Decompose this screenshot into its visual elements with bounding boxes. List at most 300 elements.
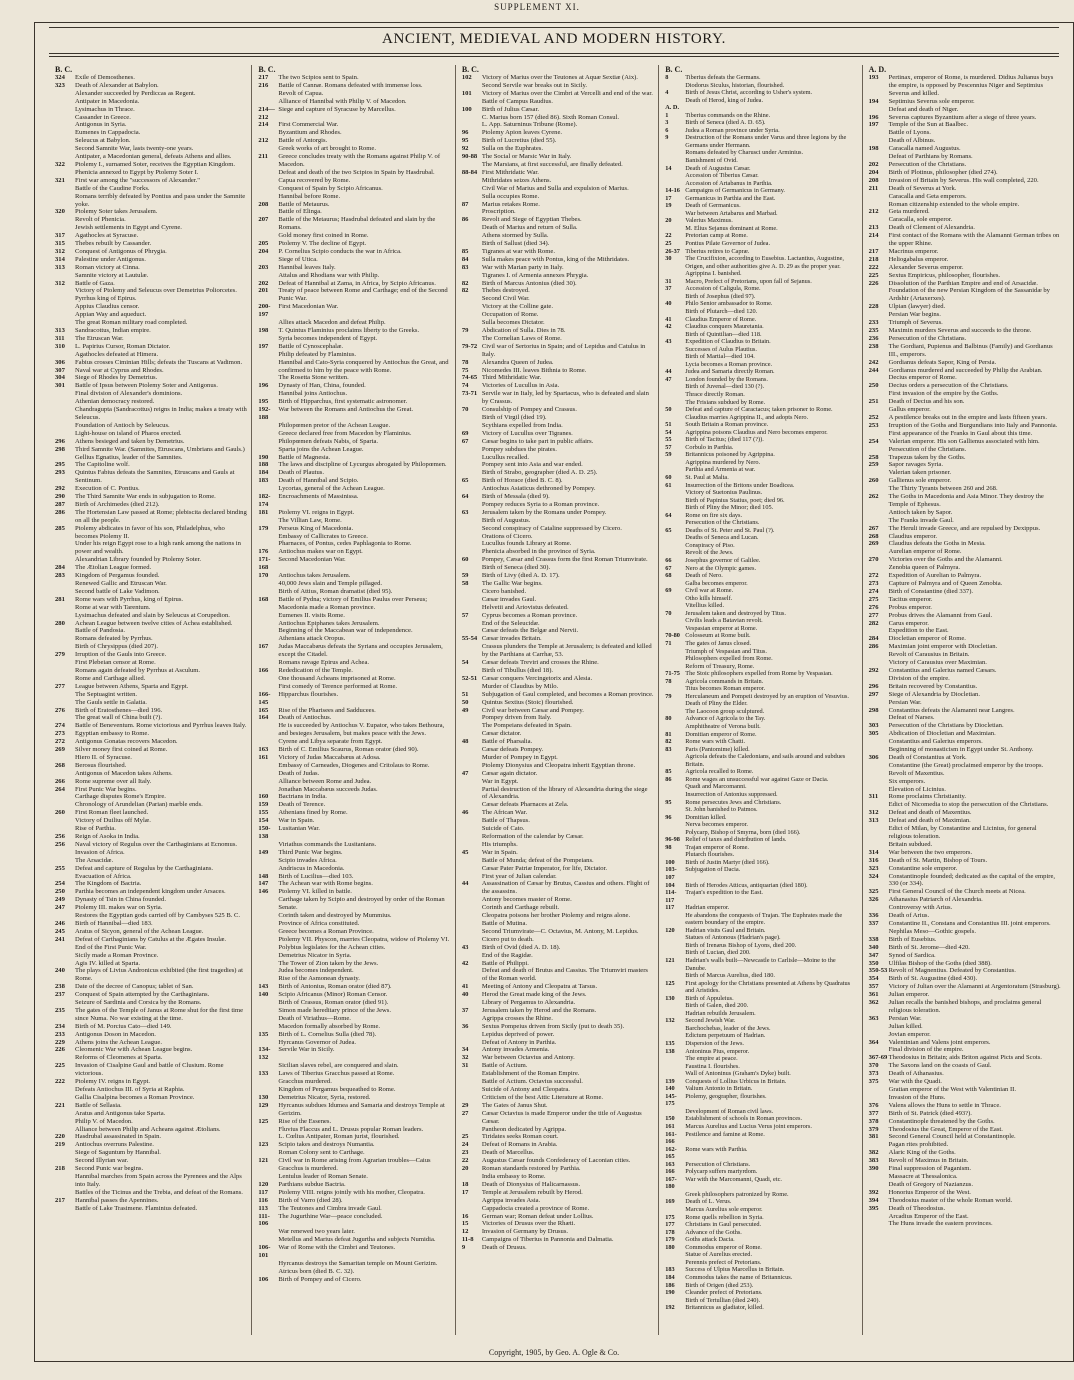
entry-text: Pompey, Cæsar and Crassus form the first Roman Triumvirate.: [481, 556, 648, 564]
entry-text: Egyptian embassy to Rome.: [75, 730, 149, 738]
entry-text: First contact of the Romans with the Alamanni German tribes on the upper Rhine.: [888, 232, 1060, 248]
entry-text: Appian Way and aqueduct.: [75, 311, 147, 319]
entry-year: [869, 509, 889, 517]
entry-text: Final division of the empire.: [888, 1046, 964, 1054]
history-entry: [665, 293, 857, 301]
history-entry: [462, 240, 654, 248]
history-entry: [665, 149, 857, 157]
entry-year: 138: [665, 1047, 675, 1055]
entry-year: 23: [461, 1149, 469, 1157]
entry-year: 167-180: [665, 1175, 677, 1191]
history-entry: [869, 1102, 1061, 1110]
entry-year: [665, 293, 685, 301]
entry-year: 161-166: [665, 1130, 677, 1146]
history-entry: [258, 1276, 450, 1284]
entry-text: Servile War in Sicily.: [278, 1046, 335, 1054]
history-entry: [869, 928, 1061, 936]
entry-year: 114-117: [665, 889, 677, 904]
history-entry: [55, 374, 247, 382]
entry-year: 183: [258, 477, 269, 485]
history-entry: [55, 169, 247, 177]
history-entry: [55, 272, 247, 280]
history-entry: [665, 1214, 857, 1222]
history-entry: [55, 106, 247, 114]
history-entry: [665, 957, 857, 972]
history-entry: [462, 1181, 654, 1189]
history-entry: [258, 1205, 450, 1213]
entry-text: Hadrian's walls built—Newcastle to Carlisle—Moine to the Danube.: [685, 956, 836, 972]
entry-text: Birth of Marcus Antonius (died 30).: [481, 279, 577, 287]
entry-text: Agrippa invades Asia.: [481, 1196, 541, 1204]
history-entry: [462, 556, 654, 564]
entry-year: [258, 438, 278, 446]
entry-text: The Stoic philosophers expelled from Rome by Vespasian.: [685, 670, 833, 678]
entry-text: First comedy of Terence performed at Rome.: [278, 682, 398, 690]
history-table: [34, 22, 1074, 1362]
entry-text: Birth of Constantine (died 337).: [888, 587, 974, 595]
entry-text: War with Marian party in Italy.: [481, 263, 564, 271]
entry-year: 218: [868, 255, 879, 263]
history-entry: [869, 1086, 1061, 1094]
entry-text: Athens stormed by Sulla.: [481, 232, 549, 240]
entry-year: [665, 1002, 685, 1010]
history-entry: [869, 382, 1061, 390]
entry-text: Conquests of Lollius Urbicus in Britain.: [685, 1077, 787, 1085]
entry-text: Birth of Antonius, Roman orator (died 87).: [278, 983, 392, 991]
entry-year: 18: [461, 1180, 469, 1188]
history-entry: [869, 248, 1061, 256]
history-entry: [462, 627, 654, 635]
entry-year: [258, 533, 278, 541]
entry-text: Theodosius master of the whole Roman world.: [888, 1196, 1013, 1204]
entry-year: 290: [55, 493, 65, 501]
entry-year: 204: [868, 168, 879, 176]
entry-text: Plutarch flourishes.: [685, 851, 735, 859]
entry-year: [258, 936, 278, 944]
entry-year: 135: [665, 1040, 675, 1047]
entry-year: 85: [461, 247, 469, 255]
entry-text: Aratus of Sicyon, general of the Achean League.: [75, 927, 204, 935]
entry-year: [665, 602, 685, 610]
history-entry: [55, 1189, 247, 1197]
entry-text: Roman victory at Cinna.: [75, 263, 140, 271]
entry-text: Birth of Pompey and of Cicero.: [278, 1275, 362, 1283]
entry-text: Allies attack Macedon and defeat Philip.: [278, 319, 386, 327]
entry-text: Victory at the Colline gate.: [481, 303, 554, 311]
entry-text: Eumenes in Cappadocia.: [75, 129, 141, 137]
entry-text: Nephilas Meso—Gothic gospels.: [888, 927, 976, 935]
history-entry: [55, 398, 247, 406]
entry-text: Greek philosophers patronized by Rome.: [685, 1190, 789, 1198]
history-entry: [665, 180, 857, 188]
history-entry: [462, 303, 654, 311]
entry-year: [462, 754, 482, 762]
entry-year: 357: [868, 983, 879, 991]
entry-text: Phenicia annexed to Egypt by Ptolemy Soter I.: [75, 168, 199, 176]
history-entry: [665, 715, 857, 723]
entry-year: [462, 596, 482, 604]
entry-year: 202: [258, 279, 269, 287]
entry-year: 204: [258, 247, 269, 255]
history-entry: [462, 446, 654, 454]
entry-year: 202: [868, 160, 879, 168]
history-entry: [462, 1165, 654, 1173]
entry-year: 254: [868, 437, 879, 445]
entry-year: [462, 1078, 482, 1086]
entry-year: 149: [258, 848, 269, 856]
entry-year: 275: [868, 595, 879, 603]
entry-text: Death of Germanicus.: [685, 202, 741, 210]
entry-text: Expedition of Aurelian to Palmyra.: [888, 572, 982, 580]
history-entry: [665, 248, 857, 256]
entry-text: Tigranes I. of Armenia annexes Phrygia.: [481, 271, 589, 279]
entry-year: 306: [868, 753, 879, 761]
history-entry: [869, 707, 1061, 715]
entry-text: Battle of Cannæ. Romans defeated with immense loss.: [278, 81, 423, 89]
history-entry: [869, 367, 1061, 375]
entry-text: Battle of Mutina.: [481, 919, 528, 927]
history-entry: [55, 627, 247, 635]
history-entry: [665, 829, 857, 837]
entry-text: Consulship of Pompey and Crassus.: [481, 406, 577, 414]
entry-text: Sandracottus, Indian empire.: [75, 327, 151, 334]
history-entry: [55, 793, 247, 801]
history-entry: [869, 975, 1061, 983]
entry-text: Siege of Alexandria by Diocletian.: [888, 690, 980, 698]
entry-text: Metellus and Marius defeat Jugurtha and subjects Numidia.: [278, 1236, 436, 1244]
entry-text: Beginning of the Maccabean war of independence.: [278, 627, 413, 635]
entry-year: [462, 936, 482, 944]
entry-text: Death of Decius and his son.: [888, 398, 965, 406]
entry-year: 306: [55, 358, 65, 366]
entry-year: [462, 454, 482, 462]
history-entry: [55, 596, 247, 604]
entry-year: 120: [258, 1180, 269, 1188]
history-entry: [665, 851, 857, 859]
history-entry: [869, 675, 1061, 683]
entry-year: [258, 1133, 278, 1141]
entry-year: 58: [461, 580, 469, 587]
history-entry: [55, 699, 247, 707]
entry-year: 273: [55, 730, 65, 738]
history-entry: [258, 675, 450, 683]
entry-text: Library of Pergamus to Alexandria.: [481, 999, 576, 1007]
history-entry: [258, 999, 450, 1007]
entry-text: Silver money first coined at Rome.: [75, 746, 168, 754]
entry-year: [55, 272, 75, 280]
entry-year: 121: [258, 1157, 269, 1165]
history-entry: [665, 587, 857, 595]
entry-year: [258, 390, 278, 398]
entry-text: London founded by the Romans.: [685, 375, 768, 383]
entry-year: 79: [665, 692, 672, 700]
entry-year: 313: [55, 327, 65, 334]
entry-text: Theodosius the Great, Emperor of the East.: [888, 1125, 1003, 1133]
entry-year: 57: [461, 611, 469, 619]
history-entry: [869, 738, 1061, 746]
entry-text: Defeat of Carthaginians by Catulus at the Ægates Insulæ.: [75, 935, 227, 943]
entry-text: Siege and capture of Syracuse by Marcellus.: [278, 105, 396, 113]
entry-text: Birth of Martial—died 104.: [685, 353, 755, 361]
entry-year: [55, 588, 75, 596]
history-entry: [55, 129, 247, 137]
history-entry: [869, 967, 1061, 975]
history-entry: [462, 809, 654, 817]
entry-year: [869, 446, 889, 454]
entry-text: Romans again defeated by Pyrrhus at Asculum.: [75, 666, 201, 674]
entry-text: Birth of St. Augustine (died 430).: [888, 975, 978, 983]
entry-text: Murder of Pompey in Egypt.: [481, 753, 558, 761]
history-entry: [462, 1220, 654, 1228]
history-entry: [55, 604, 247, 612]
history-entry: [665, 240, 857, 248]
entry-text: Embassy of Callicrates to Greece.: [278, 532, 368, 540]
entry-text: Cæsar Octavius is made Emperor under the title of Augustus Cæsar.: [481, 1109, 642, 1125]
history-entry: [869, 201, 1061, 209]
entry-text: Battle of Actium. Octavius successful.: [481, 1078, 583, 1086]
entry-text: Naval victory of Regulus over the Carthaginians at Ecnomus.: [75, 840, 238, 848]
entry-year: 238: [55, 983, 65, 991]
entry-year: [55, 129, 75, 137]
entry-year: [665, 414, 685, 422]
history-entry: [258, 145, 450, 153]
entry-text: Sulla on the Euphrates.: [481, 145, 543, 153]
history-entry: [869, 841, 1061, 849]
entry-text: Gold money first coined in Rome.: [278, 232, 369, 240]
entry-text: Mithridates seizes Athens.: [481, 176, 552, 184]
entry-year: [258, 1149, 278, 1157]
entry-text: Pestilence and famine at Rome.: [685, 1130, 765, 1138]
entry-year: [258, 430, 278, 438]
history-entry: [258, 248, 450, 256]
history-entry: [869, 651, 1061, 659]
entry-year: [665, 383, 685, 391]
history-entry: [462, 849, 654, 857]
history-entry: [869, 944, 1061, 952]
entry-year: [258, 1260, 278, 1268]
entry-year: [665, 821, 685, 829]
entry-year: 140: [665, 1085, 675, 1093]
entry-text: Pompey reduces Syria to a Roman province.: [481, 500, 600, 508]
entry-text: Naval war at Cyprus and Rhodes.: [75, 366, 164, 374]
entry-year: 40: [461, 991, 469, 999]
entry-year: 303: [868, 722, 879, 730]
history-entry: [869, 208, 1061, 216]
entry-year: 180: [665, 1243, 675, 1251]
entry-year: [869, 770, 889, 778]
history-entry: [665, 489, 857, 497]
entry-text: Controversy with Arius.: [888, 904, 953, 912]
entry-text: C. Marius born 157 (died 86). Sixth Roman Consul.: [481, 113, 619, 121]
entry-text: Athens joins the Achean League.: [75, 1038, 162, 1046]
entry-year: 312: [55, 279, 65, 287]
history-entry: [55, 651, 247, 659]
entry-year: 37: [461, 1006, 469, 1014]
entry-text: Battle of the Caudine Forks.: [75, 184, 150, 192]
entry-year: 211: [258, 153, 268, 161]
entry-text: Ptolemy V. The decline of Egypt.: [278, 240, 367, 248]
history-entry: [462, 1213, 654, 1221]
entry-text: Atricus born (died B. C. 32).: [278, 1267, 355, 1275]
history-entry: [462, 153, 654, 161]
entry-text: Proscription.: [481, 208, 516, 216]
entry-text: T. Quintus Flaminius proclaims liberty to the Greeks.: [278, 327, 420, 334]
entry-text: Arcadius Emperor of the East.: [888, 1212, 969, 1220]
entry-year: 338: [868, 935, 879, 943]
entry-year: 125: [258, 1117, 269, 1125]
history-entry: [462, 667, 654, 675]
entry-year: 235: [868, 327, 879, 334]
history-entry: [55, 390, 247, 398]
entry-year: 292: [868, 666, 879, 674]
history-entry: [665, 414, 857, 422]
history-entry: [665, 391, 857, 399]
entry-list: [869, 74, 1061, 1228]
history-entry: [55, 367, 247, 375]
entry-year: [665, 399, 685, 407]
history-entry: [665, 783, 857, 791]
entry-year: 55-54: [461, 635, 478, 643]
history-entry: [462, 896, 654, 904]
history-entry: [869, 525, 1061, 533]
entry-year: 395: [868, 1204, 879, 1212]
history-entry: [869, 699, 1061, 707]
history-entry: [258, 98, 450, 106]
entry-year: [258, 335, 278, 343]
entry-text: First invasion of the empire by the Goths.: [888, 390, 999, 398]
history-entry: [55, 343, 247, 351]
history-entry: [665, 1115, 857, 1123]
history-entry: [258, 620, 450, 628]
entry-text: Expedition of Claudius to Britain.: [685, 338, 771, 346]
entry-year: 181: [258, 508, 269, 516]
history-entry: [462, 1133, 654, 1141]
history-entry: [665, 678, 857, 686]
history-entry: [462, 1173, 654, 1181]
history-entry: [55, 485, 247, 493]
entry-text: Scipio takes and destroys Numantia.: [278, 1141, 375, 1149]
history-entry: [258, 888, 450, 896]
entry-year: [869, 564, 889, 572]
entry-year: 14-16: [665, 187, 680, 195]
history-entry: [462, 635, 654, 643]
history-entry: [462, 343, 654, 359]
entry-text: Civil war at Rome.: [685, 587, 734, 595]
entry-text: Third Mithridatic War.: [481, 374, 542, 382]
entry-year: [665, 534, 685, 542]
entry-year: 100: [461, 105, 472, 113]
entry-year: [665, 180, 685, 188]
history-entry: [462, 477, 654, 485]
entry-year: 270: [868, 556, 879, 564]
entry-year: 282: [868, 619, 879, 627]
entry-year: 163: [258, 746, 269, 754]
entry-year: [462, 952, 482, 960]
history-entry: [462, 422, 654, 430]
entry-year: 16: [461, 1212, 469, 1220]
entry-year: 323: [868, 864, 879, 872]
entry-year: [869, 129, 889, 137]
entry-year: [55, 169, 75, 177]
entry-year: [665, 149, 685, 157]
entry-text: Agricola commands in Britain.: [685, 677, 764, 685]
entry-text: Reign of Asoka in India.: [75, 833, 140, 840]
entry-text: Conspiracy of Piso.: [685, 541, 735, 549]
entry-year: [665, 942, 685, 950]
history-entry: [665, 119, 857, 127]
entry-text: Final division of Alexander's dominions.: [75, 390, 183, 398]
entry-year: 96-98: [665, 836, 680, 844]
entry-year: [55, 1126, 75, 1134]
entry-text: Ulpian (lawyer) died.: [888, 303, 946, 311]
history-entry: [258, 517, 450, 525]
entry-year: 292: [55, 485, 65, 493]
entry-text: Athenian democracy restored.: [75, 398, 155, 406]
history-entry: [869, 430, 1061, 438]
history-entry: [258, 525, 450, 533]
history-entry: [869, 1141, 1061, 1149]
entry-year: [258, 256, 278, 264]
entry-text: Agrippina I. banished.: [685, 270, 742, 278]
entry-text: Faustina I. flourishes.: [685, 1062, 740, 1070]
history-entry: [462, 1197, 654, 1205]
entry-text: Defeat and death of Maximian.: [888, 817, 971, 825]
history-entry: [665, 421, 857, 429]
entry-text: Meeting of Antony and Cleopatra at Tarsus.: [481, 983, 598, 991]
entry-text: Advance of the Goths.: [685, 1228, 742, 1236]
entry-text: Cæsar begins to take part in public affairs.: [481, 437, 594, 445]
entry-text: End of the First Punic War.: [75, 943, 147, 951]
history-entry: [869, 960, 1061, 968]
entry-text: Birth of Chrysippus (died 207).: [75, 643, 158, 651]
entry-year: 254: [55, 880, 65, 888]
entry-year: [462, 904, 482, 912]
entry-text: Philopœmen defeats Nabis, of Sparta.: [278, 437, 379, 445]
entry-text: St. John banished to Patmos.: [685, 806, 758, 814]
entry-year: [665, 82, 685, 90]
entry-text: Invasion of Britain by Severus. His wall completed, 220.: [888, 176, 1039, 184]
history-entry: [869, 730, 1061, 738]
history-entry: [258, 1015, 450, 1023]
entry-text: Lycia becomes a Roman province.: [685, 360, 773, 368]
entry-text: The great wall of China built (?).: [75, 714, 162, 722]
entry-text: Battle of Magnesia.: [278, 453, 331, 461]
entry-year: 49: [461, 706, 469, 714]
entry-text: Battle of Pharsalia.: [481, 738, 533, 746]
entry-year: 70-80: [665, 632, 680, 640]
entry-text: Second battle of Lake Vadimon.: [75, 587, 160, 595]
history-entry: [462, 770, 654, 778]
history-entry: [665, 225, 857, 233]
history-entry: [869, 1126, 1061, 1134]
entry-year: [869, 1023, 889, 1031]
history-entry: [869, 161, 1061, 169]
entry-text: Agricola defeats the Caledonians, and sails around and subdues Britain.: [685, 753, 846, 768]
entry-text: Deaths of St. Peter and St. Paul (?).: [685, 526, 775, 534]
history-entry: [55, 90, 247, 98]
entry-text: Birth of Horace (died B. C. 8).: [481, 477, 563, 485]
history-entry: [258, 319, 450, 327]
entry-text: Second Macedonian War.: [278, 556, 346, 564]
entry-year: [258, 786, 278, 794]
entry-text: First appearance of the Franks in Gaul about this time.: [888, 429, 1033, 437]
entry-text: End of the Seleucidæ.: [481, 619, 540, 627]
entry-year: [258, 841, 278, 849]
entry-text: Sicilian slaves rebel, are conquered and slain.: [278, 1062, 399, 1070]
entry-text: Cassander in Greece.: [75, 113, 131, 121]
history-entry: [258, 722, 450, 738]
entry-text: Cæsar invades Britain.: [481, 635, 542, 643]
